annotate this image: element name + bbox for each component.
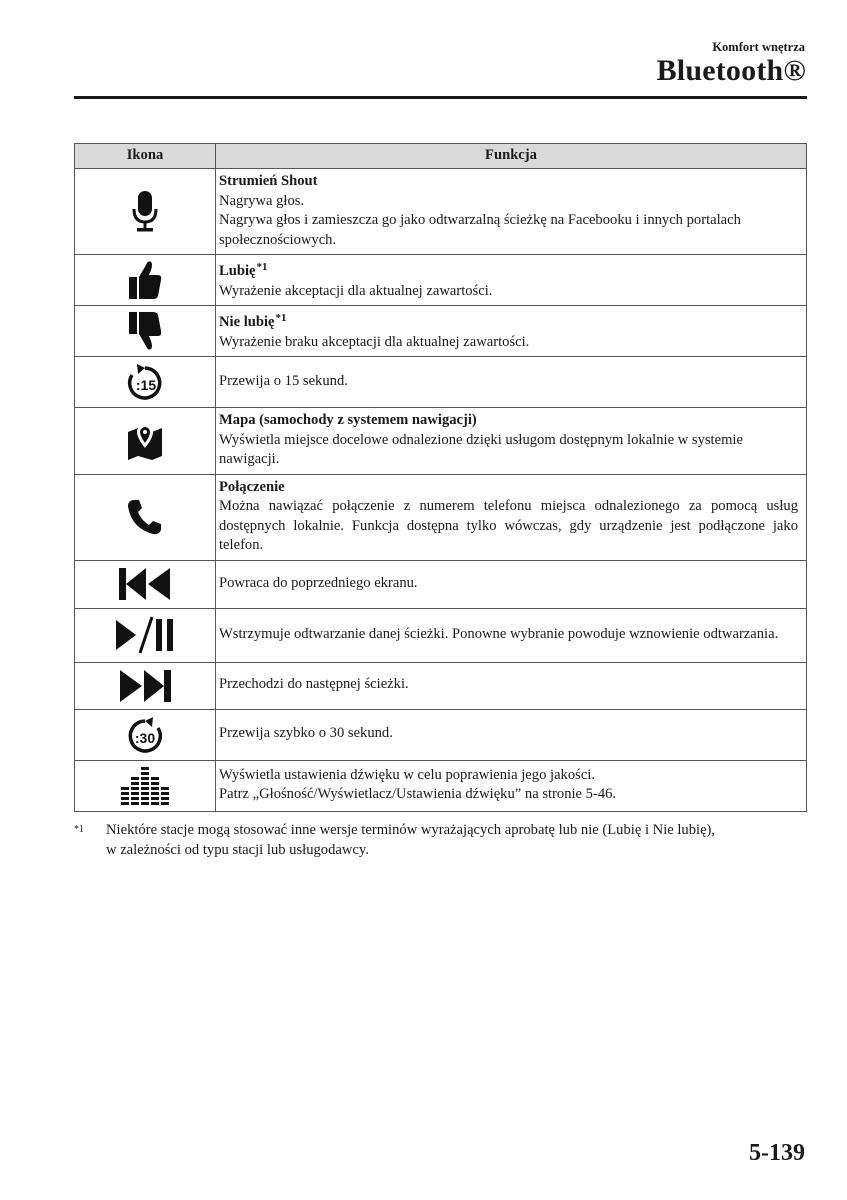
table-row (75, 169, 807, 255)
function-cell (216, 760, 807, 811)
header-function: Funkcja (216, 144, 807, 169)
function-cell (216, 357, 807, 408)
svg-text::15: :15 (135, 377, 157, 393)
table-row (75, 709, 807, 760)
svg-text::30: :30 (134, 729, 156, 746)
table-row (75, 408, 807, 475)
play-pause-icon (114, 615, 176, 655)
function-description: Powraca do poprzedniego ekranu. (219, 574, 418, 591)
icon-cell (75, 560, 216, 608)
icon-cell (75, 408, 216, 475)
function-cell (216, 408, 807, 475)
table-row (75, 662, 807, 709)
page-number: 5-139 (749, 1140, 805, 1166)
function-cell (216, 255, 807, 306)
map-pin-icon (126, 420, 164, 462)
table-row (75, 474, 807, 560)
function-title: Mapa (samochody z systemem nawigacji) (219, 412, 477, 428)
table-row (75, 608, 807, 662)
phone-icon (127, 498, 163, 536)
function-description: Patrz „Głośność/Wyświetlacz/Ustawienia dźwięku” na stronie 5-46. (219, 786, 617, 802)
skip-next-icon (117, 668, 173, 704)
header-rule (74, 96, 807, 99)
function-description: Nagrywa głos. (219, 192, 305, 209)
table-row (75, 306, 807, 357)
function-title: Strumień Shout (219, 173, 318, 189)
function-description: Wyświetla ustawienia dźwięku w celu poprawienia jego jakości. (219, 766, 596, 783)
footnote-text: Niektóre stacje mogą stosować inne wersje terminów wyrażających aprobatę lub nie (Lubię i Nie lubię), (106, 822, 716, 838)
forward-30-icon (125, 715, 165, 755)
function-cell (216, 169, 807, 255)
microphone-icon (132, 190, 158, 234)
icon-cell (75, 357, 216, 408)
table-row (75, 760, 807, 811)
icon-cell (75, 474, 216, 560)
icon-cell (75, 709, 216, 760)
function-description: Nagrywa głos i zamieszcza go jako odtwarzalną ścieżkę na Facebooku i innych portalach społecznościowych. (219, 212, 741, 248)
table-row (75, 255, 807, 306)
icon-cell (75, 760, 216, 811)
function-cell (216, 560, 807, 608)
footnote-marker: *1 (74, 824, 84, 835)
thumbs-up-icon (127, 259, 163, 301)
icon-cell (75, 255, 216, 306)
equalizer-icon (121, 766, 169, 806)
function-description: Przewija o 15 sekund. (219, 372, 348, 389)
table-row (75, 560, 807, 608)
function-description: Wyrażenie akceptacji dla aktualnej zawartości. (219, 282, 493, 299)
icon-cell (75, 662, 216, 709)
function-description: Przewija szybko o 30 sekund. (219, 725, 393, 742)
icon-cell (75, 306, 216, 357)
footnote-text: w zależności od typu stacji lub usługodawcy. (106, 842, 369, 858)
function-description: Wyświetla miejsce docelowe odnalezione dzięki usługom dostępnym lokalnie w systemie nawigacji. (219, 431, 743, 467)
function-title: Nie lubię$^{*1}$ (219, 312, 287, 330)
function-cell (216, 608, 807, 662)
function-cell (216, 662, 807, 709)
function-table (74, 143, 807, 812)
function-description: Można nawiązać połączenie z numerem telefonu miejsca odnalezionego za pomocą usług dostępnych lokalnie. Funkcja dostępna tylko wówczas, gdy urządzenie jest podłączone jako telefon. (219, 498, 798, 553)
icon-cell (75, 608, 216, 662)
skip-previous-icon (117, 566, 173, 602)
function-cell (216, 709, 807, 760)
function-description: Wstrzymuje odtwarzanie danej ścieżki. Ponowne wybranie powoduje wznowienie odtwarzania. (219, 625, 779, 642)
icon-cell (75, 169, 216, 255)
function-cell (216, 474, 807, 560)
page-title: Bluetooth® (656, 54, 806, 87)
function-cell (216, 306, 807, 357)
function-description: Wyrażenie braku akceptacji dla aktualnej zawartości. (219, 333, 530, 350)
function-title: Lubię$^{*1}$ (219, 261, 268, 279)
function-title: Połączenie (219, 478, 285, 495)
section-label: Komfort wnętrza (712, 40, 805, 54)
table-row (75, 357, 807, 408)
thumbs-down-icon (127, 310, 163, 352)
footnote (74, 820, 804, 860)
function-description: Przechodzi do następnej ścieżki. (219, 676, 409, 693)
header-icon: Ikona (75, 144, 216, 169)
table-header-row (75, 144, 807, 169)
rewind-15-icon (125, 362, 165, 402)
